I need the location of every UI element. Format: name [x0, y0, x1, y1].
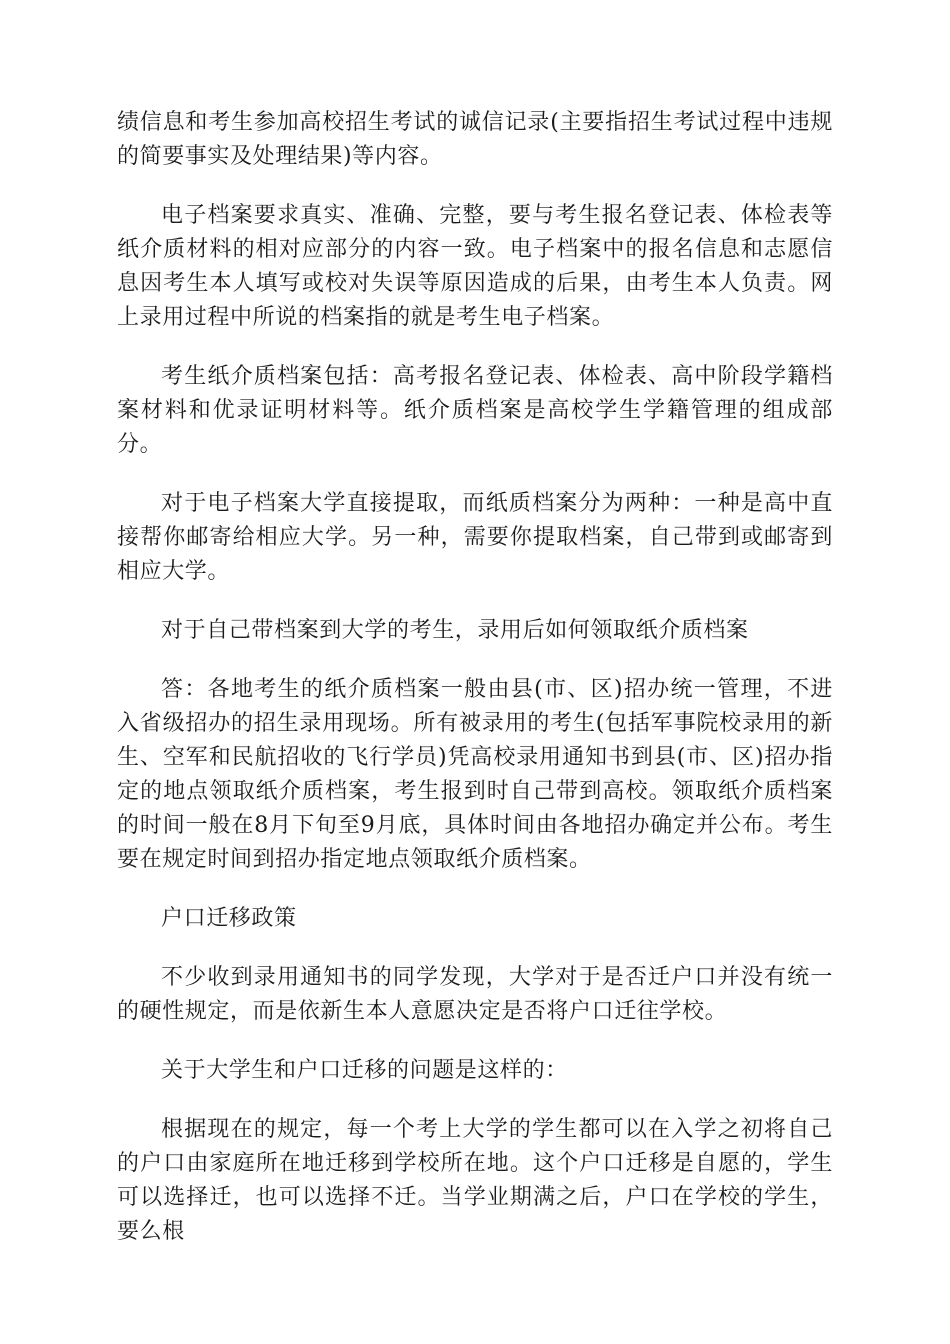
paragraph-electronic-archive-requirements: 电子档案要求真实、准确、完整，要与考生报名登记表、体检表等纸介质材料的相对应部分的内容一致。电子档案中的报名信息和志愿信息因考生本人填写或校对失误等原因造成的后果，由考生本人负责。网上录用过程中所说的档案指的就是考生电子档案。 [117, 203, 833, 330]
paragraph-household-transfer-rules: 根据现在的规定，每一个考上大学的学生都可以在入学之初将自己的户口由家庭所在地迁移到学校所在地。这个户口迁移是自愿的，学生可以选择迁，也可以选择不迁。当学业期满之后，户口在学校的学生，要么根 [117, 1117, 833, 1244]
paragraph-household-transfer-intro: 关于大学生和户口迁移的问题是这样的： [161, 1058, 568, 1083]
section-heading-household-registration-policy: 户口迁移政策 [161, 906, 297, 931]
answer-paragraph-collect-paper-archive: 答：各地考生的纸介质档案一般由县(市、区)招办统一管理，不进入省级招办的招生录用现场。所有被录用的考生(包括军事院校录用的新生、空军和民航招收的飞行学员)凭高校录用通知书到县(市、区)招办指定的地点领取纸介质档案，考生报到时自己带到高校。领取纸介质档案的时间一般在8月下旬至9月底，具体时间由各地招办确定并公布。考生要在规定时间到招办指定地点领取纸介质档案。 [117, 677, 833, 872]
paragraph-archive-delivery-methods: 对于电子档案大学直接提取，而纸质档案分为两种：一种是高中直接帮你邮寄给相应大学。另一种，需要你提取档案，自己带到或邮寄到相应大学。 [117, 491, 833, 584]
paragraph-household-transfer-voluntary: 不少收到录用通知书的同学发现，大学对于是否迁户口并没有统一的硬性规定，而是依新生本人意愿决定是否将户口迁往学校。 [117, 965, 833, 1024]
paragraph-paper-archive-contents: 考生纸介质档案包括：高考报名登记表、体检表、高中阶段学籍档案材料和优录证明材料等。纸介质档案是高校学生学籍管理的组成部分。 [117, 364, 833, 457]
question-heading-collect-paper-archive: 对于自己带档案到大学的考生，录用后如何领取纸介质档案 [161, 618, 749, 643]
document-page [117, 106, 833, 1274]
paragraph-archive-contents-continued: 绩信息和考生参加高校招生考试的诚信记录(主要指招生考试过程中违规的简要事实及处理结果)等内容。 [117, 110, 833, 169]
